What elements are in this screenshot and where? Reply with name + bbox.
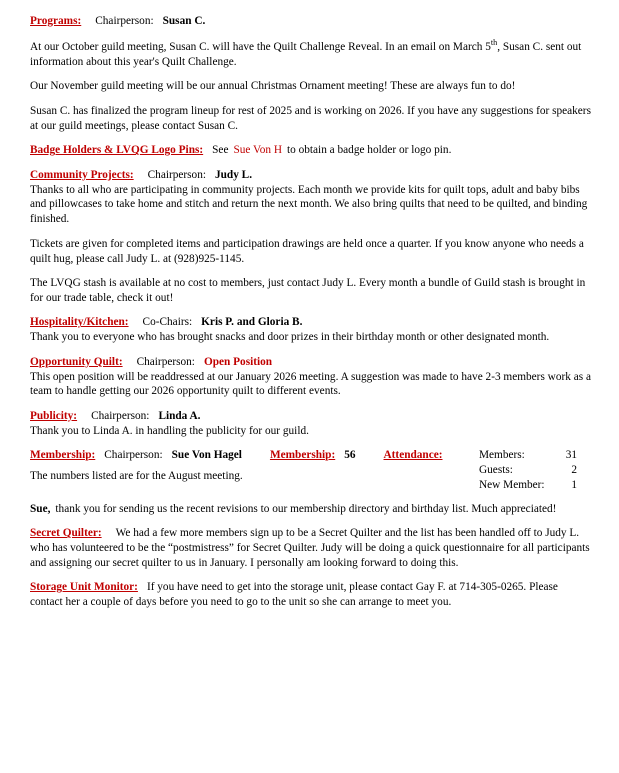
community-p1-text: Thanks to all who are participating in community projects. Each month we provide kits for quilt tops, adult and baby bibs and pillowcases to take home and stitch and return the next month. We also bring quilts that need to be quilted, and binding finished. [30,183,588,226]
programs-paragraph-1 [30,38,593,70]
opportunity-quilt-heading: Opportunity Quilt: [30,355,123,368]
membership-thanks-name: Sue, [30,502,51,515]
attendance-label: Attendance: [383,449,443,462]
section-membership [30,448,593,492]
section-community-projects [30,168,593,228]
attendance-row-label: Guests: [479,463,513,476]
attendance-row-value: 1 [571,478,577,491]
programs-heading-line [30,14,593,29]
opportunity-role-value: Open Position [203,355,273,368]
community-projects-heading: Community Projects: [30,168,134,181]
opportunity-role-label: Chairperson: [136,355,195,368]
storage-unit-p1-text: If you have need to get into the storage unit, please contact Gay F. at 714-305-0265. Please contact her a couple of days before you need to go to the unit so she can arrange to meet you. [30,581,558,609]
attendance-row [479,463,577,478]
membership-p1-text: The numbers listed are for the August meeting. [30,470,243,483]
attendance-row [479,448,577,463]
badge-holders-contact-name: Sue Von H [233,144,282,157]
publicity-role-label: Chairperson: [91,409,150,422]
programs-p1-superscript: th [490,38,498,48]
secret-quilter-heading: Secret Quilter: [30,527,102,540]
section-badge-holders [30,143,593,158]
membership-count-value: 56 [344,449,356,462]
membership-role-value: Sue Von Hagel [171,449,242,462]
section-secret-quilter [30,526,593,571]
programs-heading: Programs: [30,15,82,27]
attendance-row-label: New Member: [479,478,545,491]
programs-p1-tail: , Susan C. sent out information about this year's Quilt Challenge. [30,41,582,69]
membership-heading-left [30,448,443,484]
publicity-role-value: Linda A. [158,409,201,422]
community-p3-text: The LVQG stash is available at no cost to members, just contact Judy L. Every month a bundle of Guild stash is brought in for our trade table, check it out! [30,277,586,304]
membership-role-label: Chairperson: [104,449,163,462]
membership-thanks-paragraph [30,502,593,517]
secret-quilter-p1-text: We had a few more members sign up to be a Secret Quilter and the list has been handled off to Judy L. who has volunteered to be the “postmistress” for Secret Quilter. Judy will be doing a quick questionnaire for all participants and assigning our secret quilter to us in January. I personally am looking forward to doing this. [30,527,590,569]
attendance-row-value: 2 [571,463,577,476]
membership-thanks-text: thank you for sending us the recent revisions to our membership directory and birthday list. Much appreciated! [55,502,557,515]
publicity-heading: Publicity: [30,409,78,422]
attendance-row [479,478,577,493]
community-paragraph-3 [30,276,593,306]
opportunity-p1-text: This open position will be readdressed at our January 2026 meeting. A suggestion was made to have 2-3 members work as a team to handle getting our 2026 opportunity quilt to different events. [30,370,591,398]
programs-p2-text: Our November guild meeting will be our annual Christmas Ornament meeting! These are always fun to do! [30,80,516,93]
hospitality-heading: Hospitality/Kitchen: [30,316,129,329]
section-hospitality-kitchen [30,315,593,345]
programs-p3-text: Susan C. has finalized the program lineup for rest of 2025 and is working on 2026. If you have any suggestions for speakers at our guild meetings, please contact Susan C. [30,104,591,132]
attendance-row-value: 31 [565,449,577,462]
hospitality-p1-text: Thank you to everyone who has brought snacks and door prizes in their birthday month or other designated month. [30,331,550,344]
publicity-p1-text: Thank you to Linda A. in handling the publicity for our guild. [30,424,309,437]
section-storage-unit-monitor [30,580,593,610]
storage-unit-monitor-heading: Storage Unit Monitor: [30,581,138,594]
programs-role-label: Chairperson: [95,15,154,27]
membership-count-label: Membership: [269,449,336,462]
programs-role-value: Susan C. [162,15,206,27]
hospitality-role-label: Co-Chairs: [142,316,193,329]
section-publicity [30,409,593,439]
community-p2-text: Tickets are given for completed items and participation drawings are held once a quarter. If you know anyone who needs a quilt hug, please call Judy L. at (928)925-1145. [30,237,584,265]
community-role-label: Chairperson: [147,168,206,181]
programs-paragraph-2 [30,79,593,94]
programs-paragraph-3 [30,104,593,134]
badge-holders-heading: Badge Holders & LVQG Logo Pins: [30,144,204,157]
community-heading-line [30,168,593,183]
badge-holders-tail: to obtain a badge holder or logo pin. [287,144,452,157]
programs-p1-text: At our October guild meeting, Susan C. will have the Quilt Challenge Reveal. In an email on March 5 [30,41,491,54]
section-programs [30,14,593,29]
publicity-heading-line [30,409,593,424]
attendance-row-label: Members: [479,449,525,462]
community-role-value: Judy L. [215,168,253,181]
attendance-table [479,448,593,492]
community-paragraph-2 [30,237,593,267]
section-opportunity-quilt [30,355,593,400]
membership-heading-row [30,448,593,492]
badge-holders-lead: See [212,144,229,157]
opportunity-heading-line [30,355,593,370]
hospitality-heading-line [30,315,593,330]
hospitality-role-value: Kris P. and Gloria B. [201,316,303,329]
membership-heading: Membership: [30,449,96,462]
